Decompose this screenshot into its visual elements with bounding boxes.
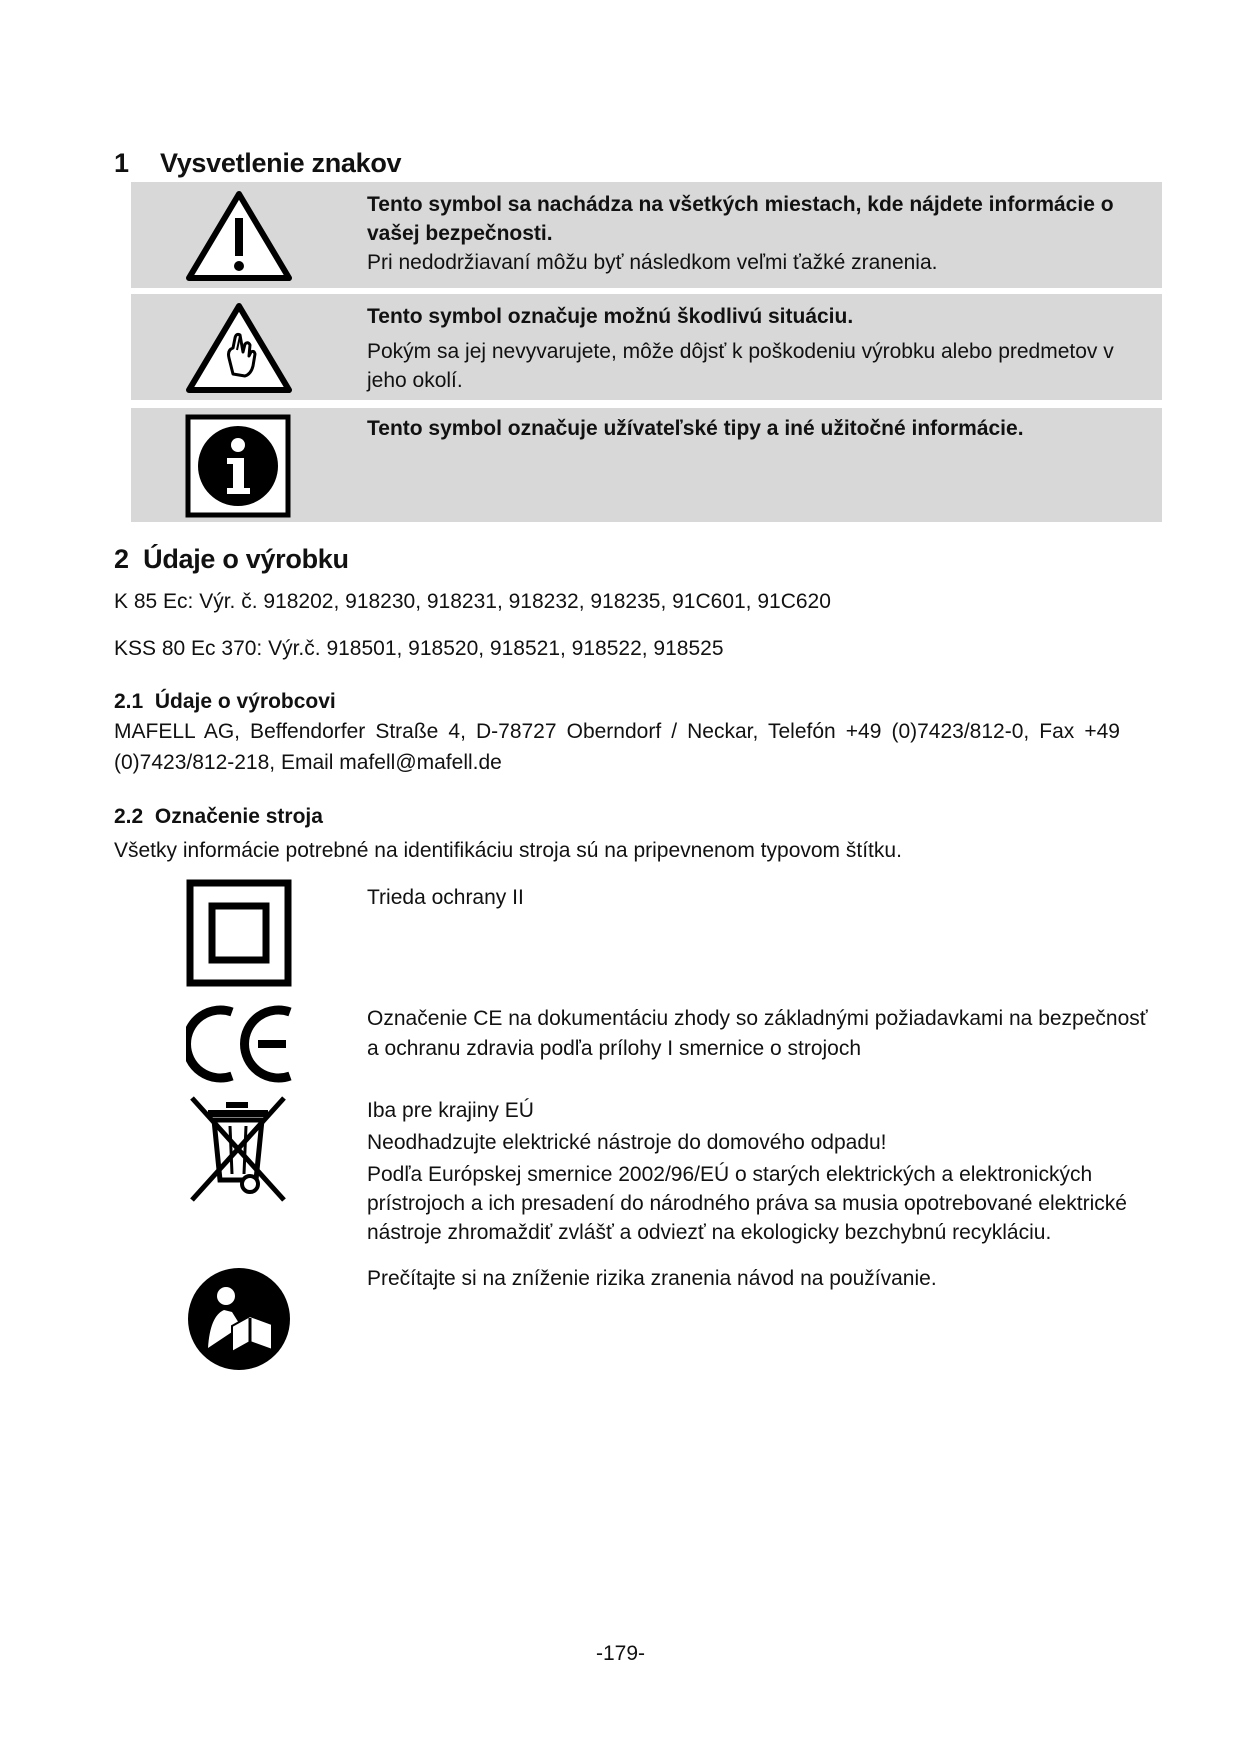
weee-line-eu: Iba pre krajiny EÚ — [367, 1099, 534, 1122]
weee-line-warning: Neodhadzujte elektrické nástroje do domového odpadu! — [367, 1131, 887, 1154]
warning-hand-icon — [185, 300, 293, 396]
section-2-heading — [114, 544, 349, 575]
product-line-kss80: KSS 80 Ec 370: Výr.č. 918501, 918520, 918521, 918522, 918525 — [114, 637, 724, 660]
section-2-2-title: Označenie stroja — [154, 805, 323, 828]
protection-class-ii-icon — [186, 879, 292, 987]
hand-text: Pokým sa jej nevyvarujete, môže dôjsť k poškodeniu výrobku alebo predmetov v jeho okolí. — [367, 340, 1114, 392]
info-icon — [185, 414, 291, 518]
read-manual-icon — [186, 1266, 292, 1372]
symbol-row-hand — [131, 294, 1162, 400]
section-2-1-heading — [114, 690, 336, 714]
ce-mark-icon — [186, 1004, 294, 1084]
section-2-1-number: 2.1 — [114, 690, 144, 713]
page-number: -179- — [595, 1642, 646, 1665]
symbol-row-warning — [131, 182, 1162, 288]
section-2-number: 2 — [114, 544, 129, 574]
weee-text-block — [367, 1096, 1152, 1247]
weee-line-directive: Podľa Európskej smernice 2002/96/EÚ o starých elektrických a elektronických prístrojoch a ich presadení do národného práva sa musia opotrebované elektrické nástroje zhromaždiť zvlášť a odviezť na ekologicky bezchybnú recykláciu. — [367, 1163, 1127, 1244]
identification-intro: Všetky informácie potrebné na identifikáciu stroja sú na pripevnenom typovom štítku. — [114, 839, 902, 862]
manufacturer-info: MAFELL AG, Beffendorfer Straße 4, D-78727 Oberndorf / Neckar, Telefón +49 (0)7423/812-0, Fax +49 (0)7423/812-218, Email mafell@mafell.de — [114, 720, 1120, 774]
warning-text: Pri nedodržiavaní môžu byť následkom veľmi ťažké zranenia. — [367, 251, 938, 274]
section-2-1-title: Údaje o výrobcovi — [154, 690, 336, 713]
section-2-title: Údaje o výrobku — [143, 544, 349, 574]
hand-bold-text: Tento symbol označuje možnú škodlivú situáciu. — [367, 305, 854, 328]
section-2-2-number: 2.2 — [114, 805, 144, 828]
info-bold-text: Tento symbol označuje užívateľské tipy a iné užitočné informácie. — [367, 417, 1024, 440]
read-manual-text: Prečítajte si na zníženie rizika zranenia návod na používanie. — [367, 1267, 937, 1290]
warning-exclamation-icon — [185, 188, 293, 284]
warning-bold-text: Tento symbol sa nachádza na všetkých miestach, kde nájdete informácie o vašej bezpečnosti. — [367, 193, 1114, 245]
section-1-title: Vysvetlenie znakov — [160, 148, 402, 178]
product-line-k85: K 85 Ec: Výr. č. 918202, 918230, 918231, 918232, 918235, 91C601, 91C620 — [114, 590, 831, 613]
section-2-2-heading — [114, 805, 323, 829]
symbol-row-info — [131, 408, 1162, 522]
protection-class-text: Trieda ochrany II — [367, 886, 524, 909]
weee-bin-icon — [188, 1096, 288, 1204]
section-1-number: 1 — [114, 148, 129, 178]
ce-mark-text: Označenie CE na dokumentáciu zhody so základnými požiadavkami na bezpečnosť a ochranu zdravia podľa prílohy I smernice o strojoch — [367, 1007, 1148, 1060]
section-1-heading — [114, 148, 401, 179]
